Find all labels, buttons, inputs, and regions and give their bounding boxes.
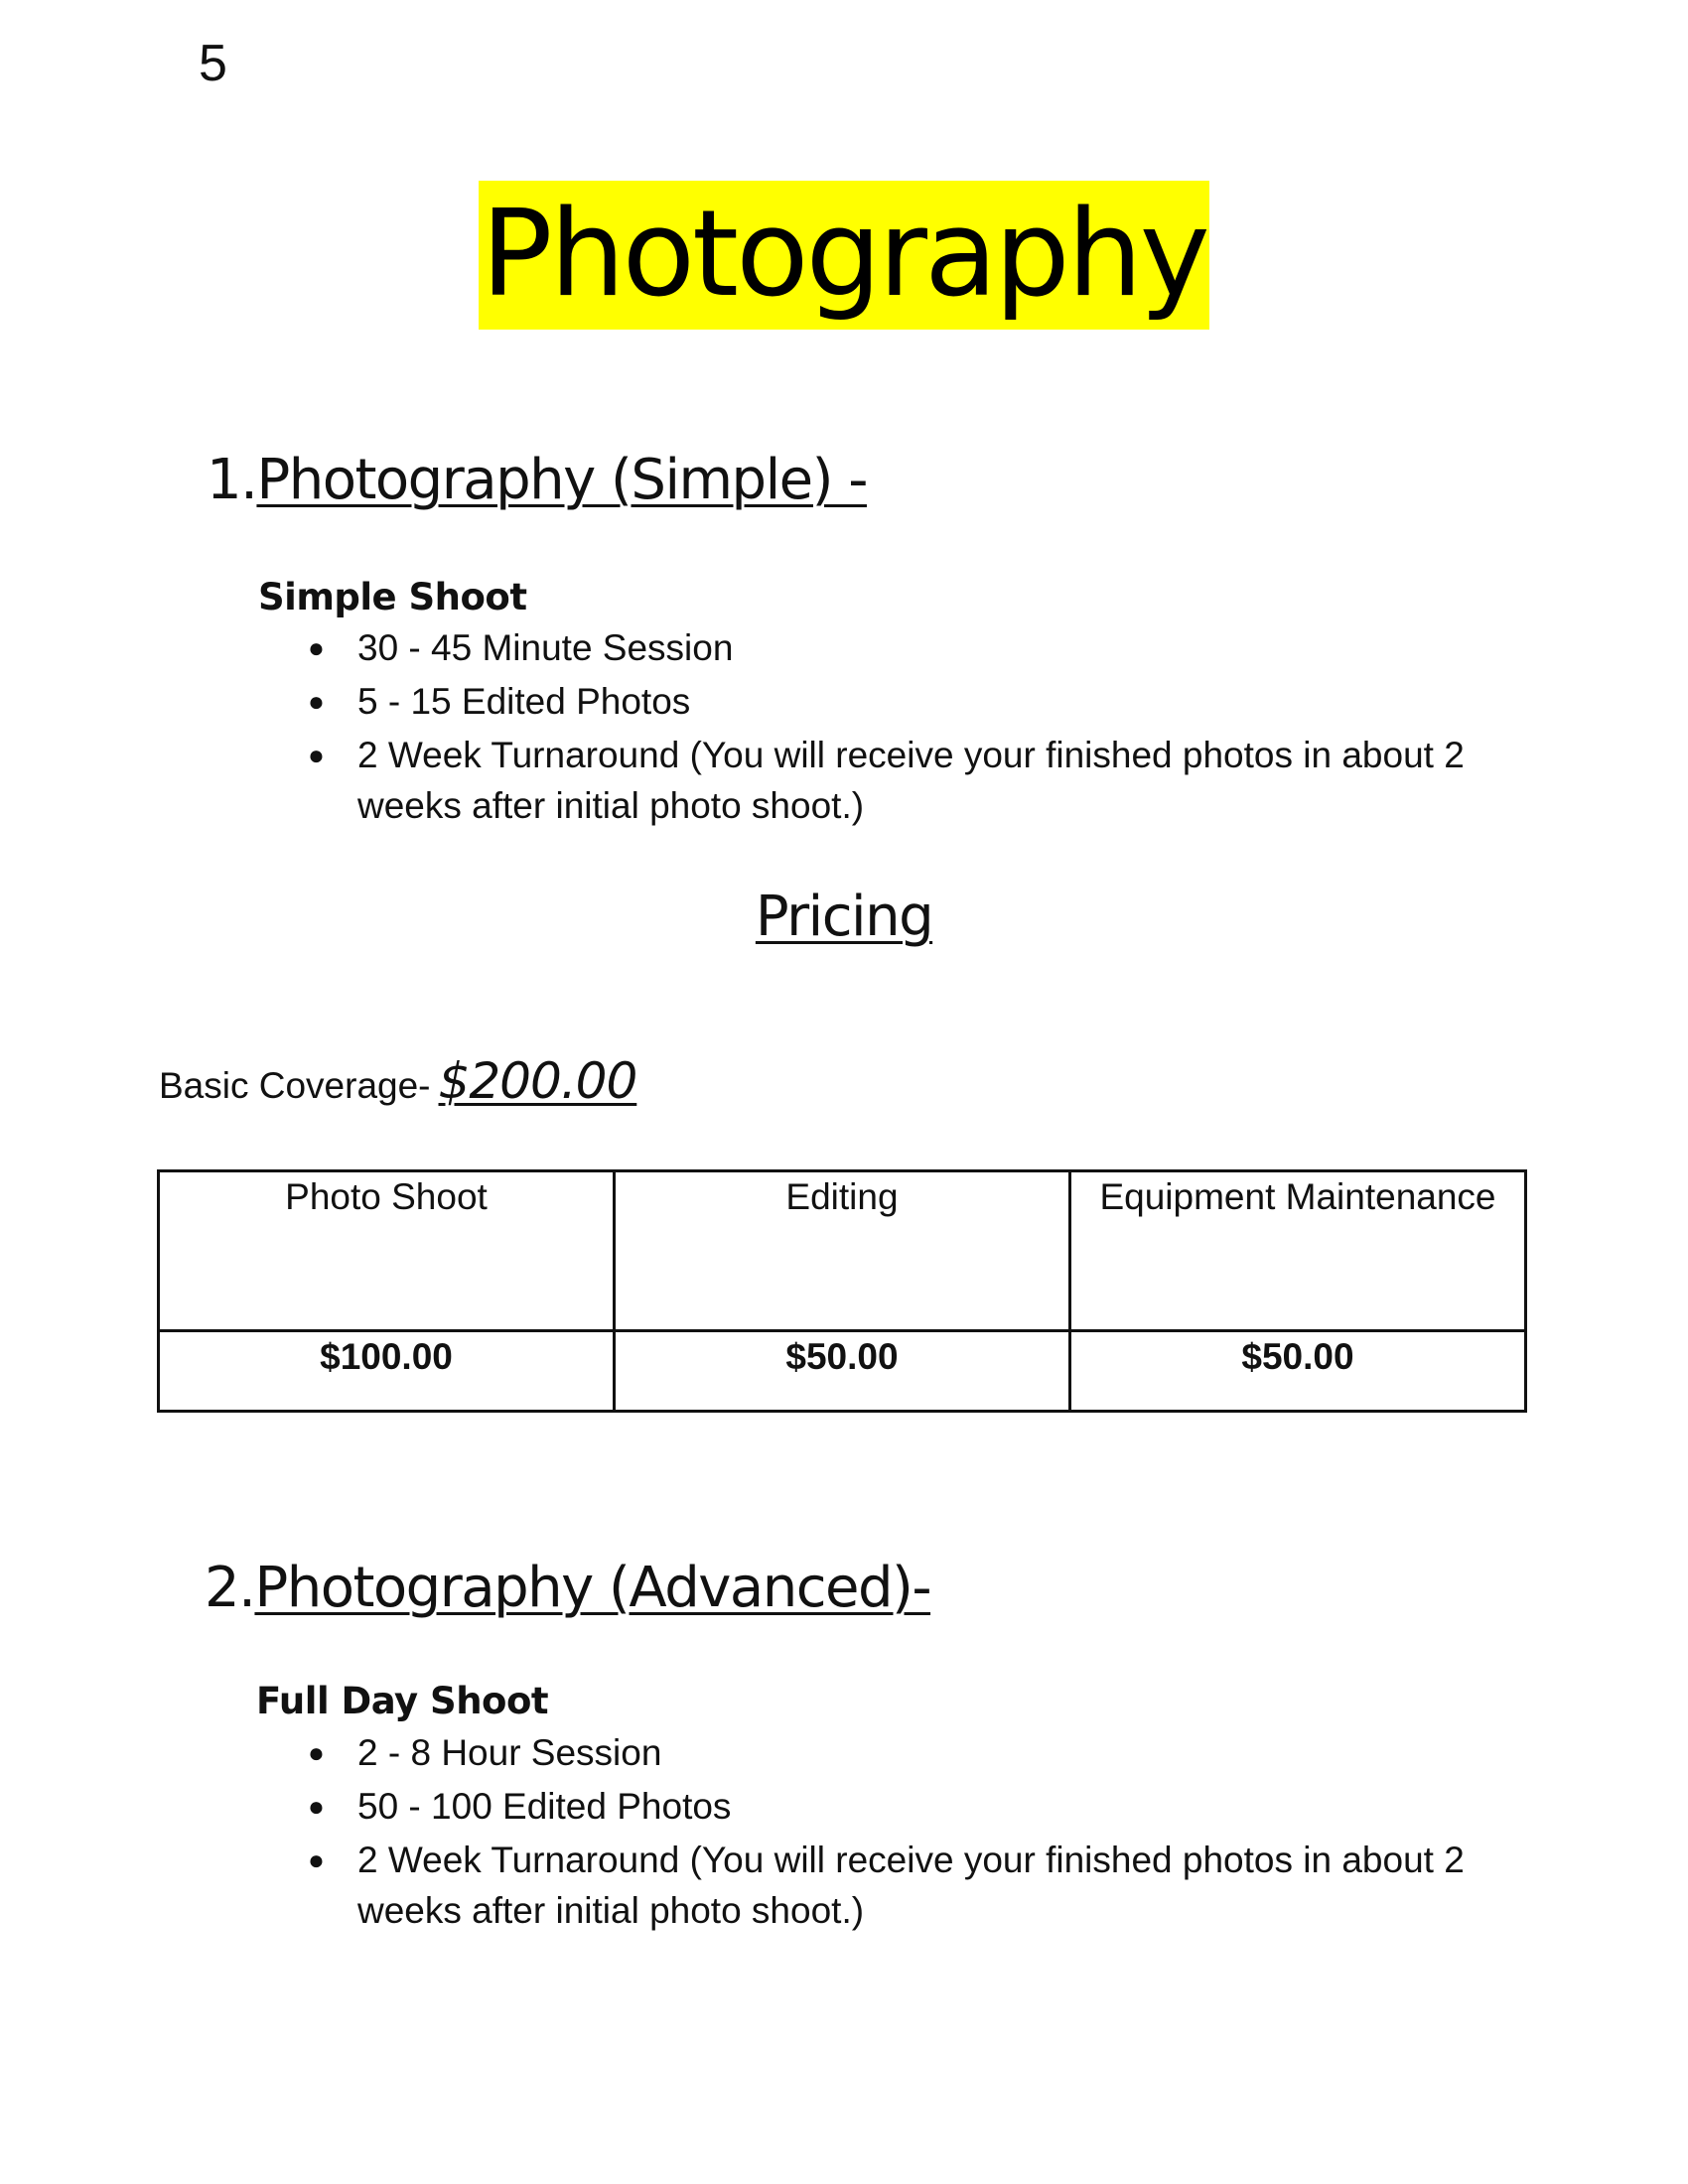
coverage-price: $200.00 — [438, 1052, 637, 1110]
bullet-icon: ● — [308, 1737, 325, 1768]
bullet-icon: ● — [308, 1791, 325, 1822]
table-row — [159, 1331, 1526, 1412]
list-item — [308, 1835, 1559, 1936]
list-item-text: 2 Week Turnaround (You will receive your finished photos in about 2 weeks after initial photo shoot.) — [357, 1840, 1465, 1931]
list-item-text: 30 - 45 Minute Session — [357, 627, 734, 668]
pricing-table — [157, 1169, 1527, 1413]
section-1-bullet-list — [308, 622, 1559, 834]
section-1-title: Photography (Simple) - — [256, 448, 867, 512]
page-number: 5 — [199, 35, 227, 92]
list-item — [308, 1781, 1559, 1832]
page-title: Photography — [479, 181, 1209, 330]
section-2-bullet-list — [308, 1727, 1559, 1939]
list-item — [308, 730, 1559, 831]
table-header-cell: Equipment Maintenance — [1070, 1171, 1526, 1331]
coverage-label: Basic Coverage- — [159, 1065, 431, 1106]
table-header-cell: Editing — [615, 1171, 1070, 1331]
section-2-heading — [205, 1557, 930, 1620]
bullet-icon: ● — [308, 686, 325, 717]
list-item-text: 2 - 8 Hour Session — [357, 1732, 662, 1773]
section-2-subheading: Full Day Shoot — [256, 1680, 549, 1722]
bullet-icon: ● — [308, 740, 325, 770]
basic-coverage — [159, 1052, 636, 1116]
pricing-heading-text: Pricing — [755, 885, 933, 949]
pricing-heading — [0, 886, 1688, 949]
section-1-subheading: Simple Shoot — [258, 576, 527, 618]
table-header-cell: Photo Shoot — [159, 1171, 615, 1331]
section-1-number: 1. — [207, 448, 257, 512]
section-2-title: Photography (Advanced)- — [254, 1556, 931, 1620]
bullet-icon: ● — [308, 632, 325, 663]
section-2-number: 2. — [205, 1556, 255, 1620]
list-item — [308, 1727, 1559, 1778]
table-cell-price: $50.00 — [1070, 1331, 1526, 1412]
table-cell-price: $50.00 — [615, 1331, 1070, 1412]
list-item — [308, 622, 1559, 673]
table-cell-price: $100.00 — [159, 1331, 615, 1412]
table-header-row — [159, 1171, 1526, 1331]
bullet-icon: ● — [308, 1844, 325, 1875]
list-item-text: 5 - 15 Edited Photos — [357, 681, 691, 722]
list-item-text: 50 - 100 Edited Photos — [357, 1786, 732, 1827]
section-1-heading — [207, 449, 867, 512]
list-item — [308, 676, 1559, 727]
title-container — [0, 181, 1688, 330]
list-item-text: 2 Week Turnaround (You will receive your finished photos in about 2 weeks after initial photo shoot.) — [357, 735, 1465, 826]
